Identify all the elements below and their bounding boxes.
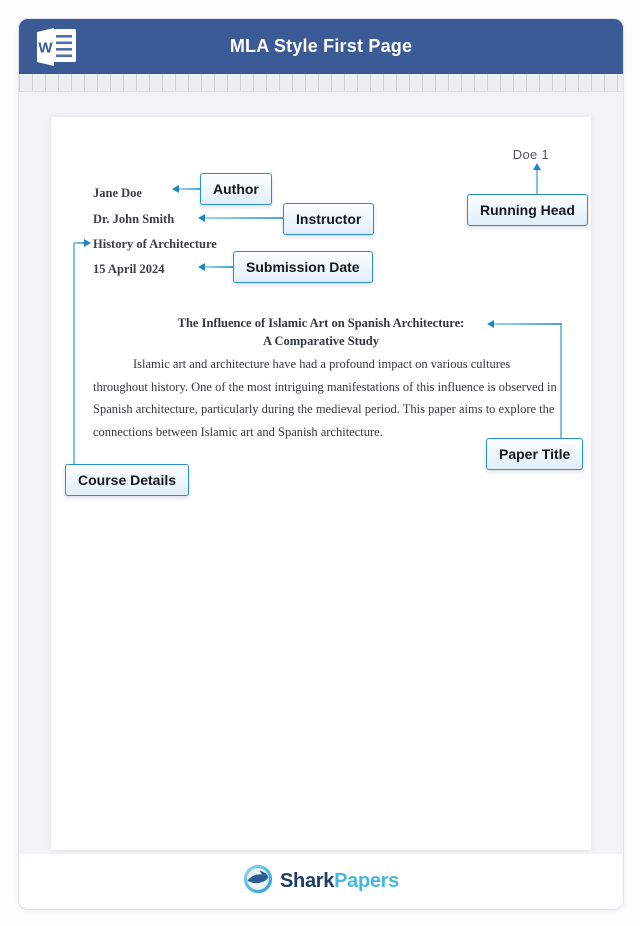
date-line-text: 15 April 2024 — [93, 262, 165, 276]
content-area — [19, 92, 623, 854]
running-head-text: Doe 1 — [512, 147, 549, 162]
callout-instructor: Instructor — [283, 203, 374, 235]
svg-text:W: W — [38, 39, 53, 57]
paper-title-text-line2: A Comparative Study — [263, 334, 379, 348]
brand-name — [280, 870, 399, 893]
course-line-text: History of Architecture — [93, 237, 217, 251]
header-bar — [19, 19, 623, 74]
paragraph-line: Islamic art and architecture have had a profound impact on various cultures — [133, 357, 511, 371]
paper-title-arrow-hline — [494, 323, 562, 325]
submission-date-arrow-line — [205, 266, 233, 268]
shark-logo-icon — [243, 864, 273, 899]
running-head-arrowhead-icon — [533, 163, 541, 170]
infographic-card — [18, 18, 624, 910]
instructor-arrow-line — [205, 217, 283, 219]
callout-course-details: Course Details — [65, 464, 189, 496]
course-details-arrowhead-icon — [84, 239, 91, 247]
paper-title-arrowhead-icon — [487, 320, 494, 328]
ruler — [19, 74, 623, 92]
callout-author: Author — [200, 173, 272, 205]
paper-title-text-line1: The Influence of Islamic Art on Spanish Architecture: — [177, 316, 465, 330]
author-arrow-line — [179, 188, 200, 190]
paragraph-line: Spanish architecture, particularly during the medieval period. This paper aims to explore the — [93, 402, 555, 417]
course-details-arrow-vline — [73, 242, 75, 464]
callout-paper-title: Paper Title — [486, 438, 583, 470]
running-head-arrow-line — [536, 170, 538, 194]
callout-submission-date: Submission Date — [233, 251, 373, 283]
brand-first: Shark — [279, 870, 335, 892]
instructor-line-text: Dr. John Smith — [93, 212, 175, 226]
footer — [19, 854, 623, 909]
paper-title-arrow-vline — [560, 323, 562, 438]
instructor-arrowhead-icon — [198, 214, 205, 222]
word-icon — [33, 25, 79, 74]
page-title: MLA Style First Page — [229, 36, 413, 56]
paragraph-line: connections between Islamic art and Spanish architecture. — [93, 424, 383, 439]
brand-second: Papers — [334, 870, 399, 892]
submission-date-arrowhead-icon — [198, 263, 205, 271]
callout-running-head: Running Head — [467, 194, 588, 226]
paragraph-line: throughout history. One of the most intriguing manifestations of this influence is observed in — [93, 379, 557, 394]
body-paragraph — [93, 353, 565, 443]
author-line-text: Jane Doe — [93, 186, 142, 200]
author-arrowhead-icon — [172, 185, 179, 193]
